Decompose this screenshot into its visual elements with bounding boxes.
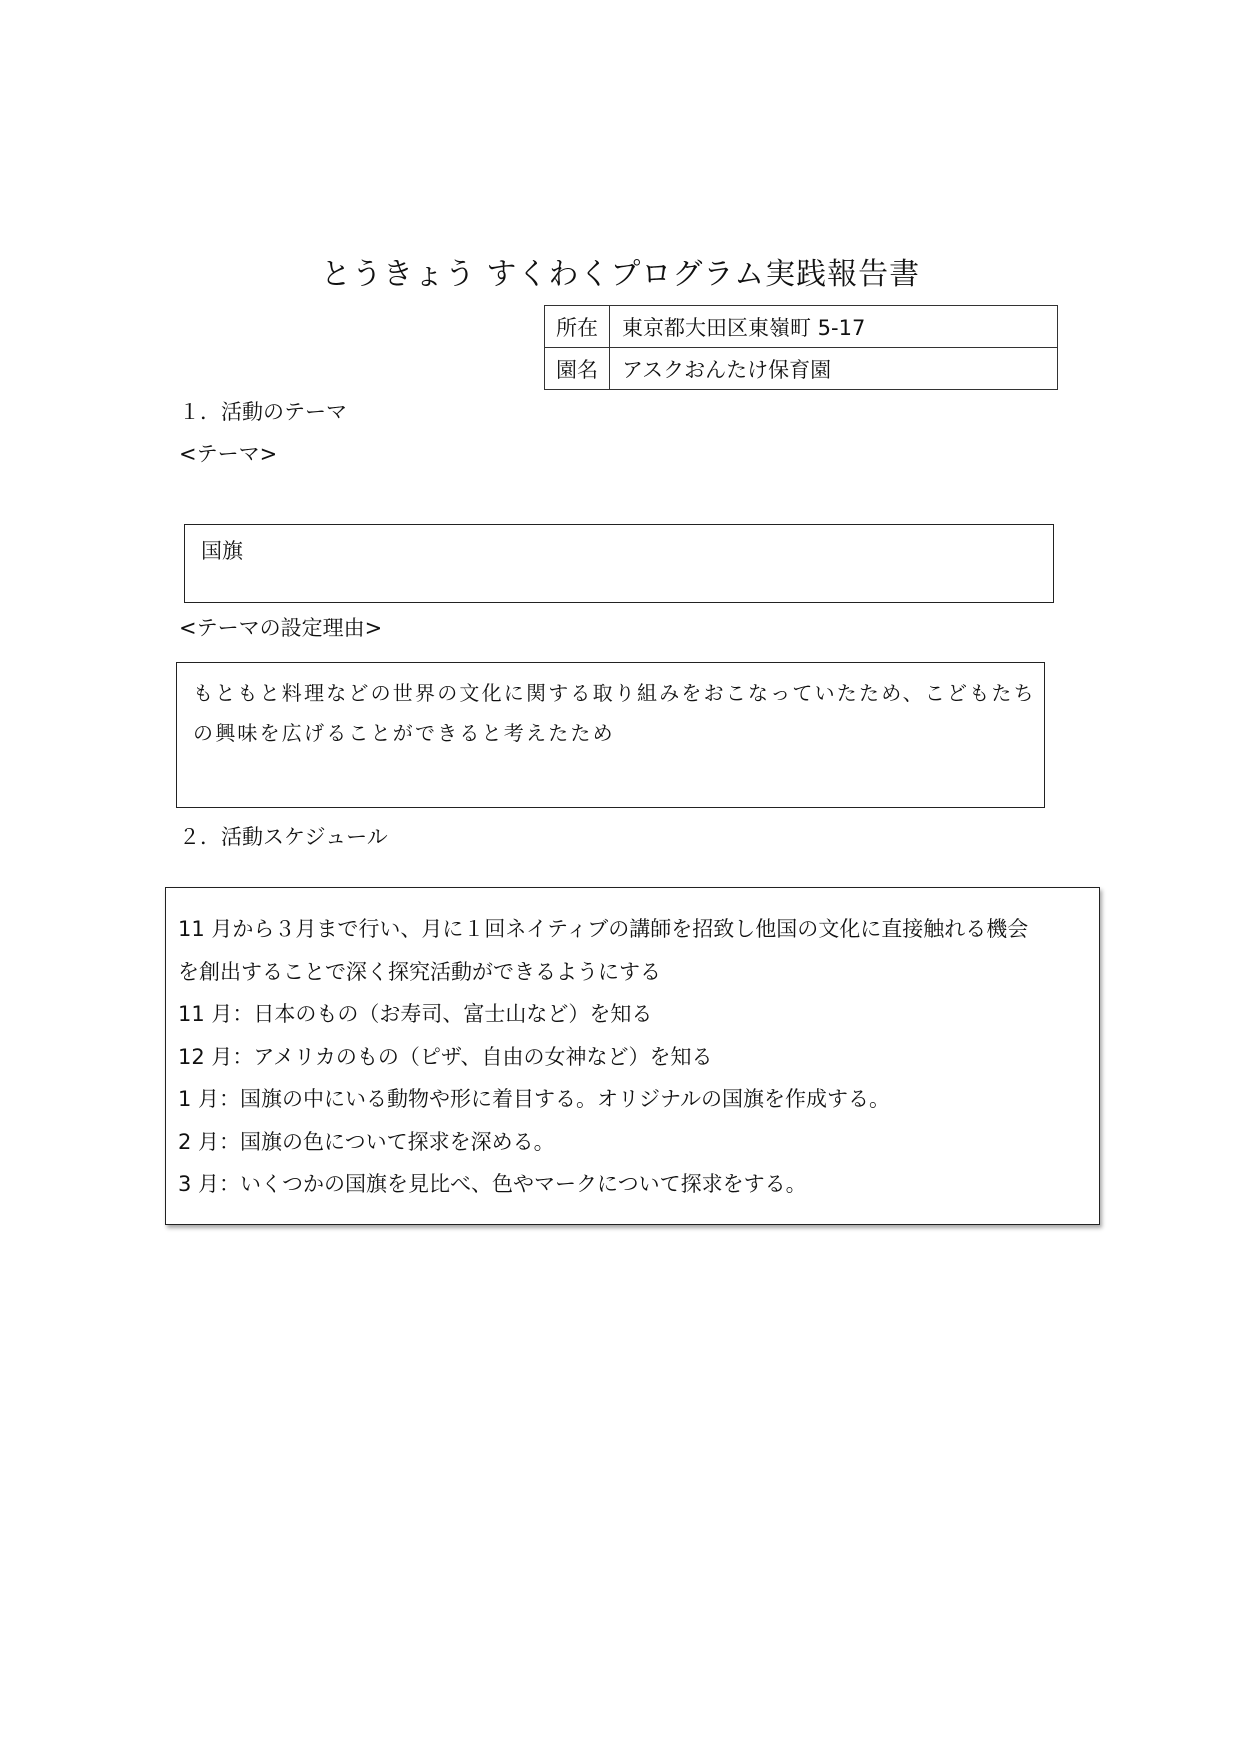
report-title: とうきょう すくわくプログラム実践報告書 <box>320 257 921 292</box>
theme-value: 国旗 <box>201 539 243 563</box>
theme-reason-line: もともと料理などの世界の文化に関する取り組みをおこなっていたため、こどもたち <box>193 681 1036 705</box>
schedule-line: 3 月：いくつかの国旗を見比べ、色やマークについて探求をする。 <box>178 1172 807 1196</box>
theme-label: <テーマ> <box>179 442 278 466</box>
facility-name-row <box>545 348 1058 390</box>
theme-reason-box <box>176 662 1045 808</box>
theme-reason-label: <テーマの設定理由> <box>179 616 383 640</box>
theme-reason-line: の興味を広げることができると考えたため <box>193 721 615 745</box>
schedule-box <box>165 887 1100 1225</box>
schedule-line: 2 月：国旗の色について探求を深める。 <box>178 1129 555 1154</box>
facility-name-label: 園名 <box>545 348 610 390</box>
theme-box <box>184 524 1054 603</box>
section-1-heading: １．活動のテーマ <box>179 400 347 424</box>
location-value: 東京都大田区東嶺町 5-17 <box>610 306 1058 348</box>
location-label: 所在 <box>545 306 610 348</box>
schedule-line: 1 月：国旗の中にいる動物や形に着目する。オリジナルの国旗を作成する。 <box>178 1087 890 1111</box>
facility-name-value: アスクおんたけ保育園 <box>610 348 1058 390</box>
schedule-line: 11 月：日本のもの（お寿司、富士山など）を知る <box>178 1002 653 1026</box>
section-2-heading: ２．活動スケジュール <box>179 825 388 849</box>
schedule-line: 11 月から３月まで行い、月に１回ネイティブの講師を招致し他国の文化に直接触れる機会 <box>178 917 1029 941</box>
schedule-line: 12 月：アメリカのもの（ピザ、自由の女神など）を知る <box>178 1044 713 1069</box>
schedule-line: を創出することで深く探究活動ができるようにする <box>178 959 661 984</box>
facility-info-table <box>544 305 1058 390</box>
location-row <box>545 306 1058 348</box>
